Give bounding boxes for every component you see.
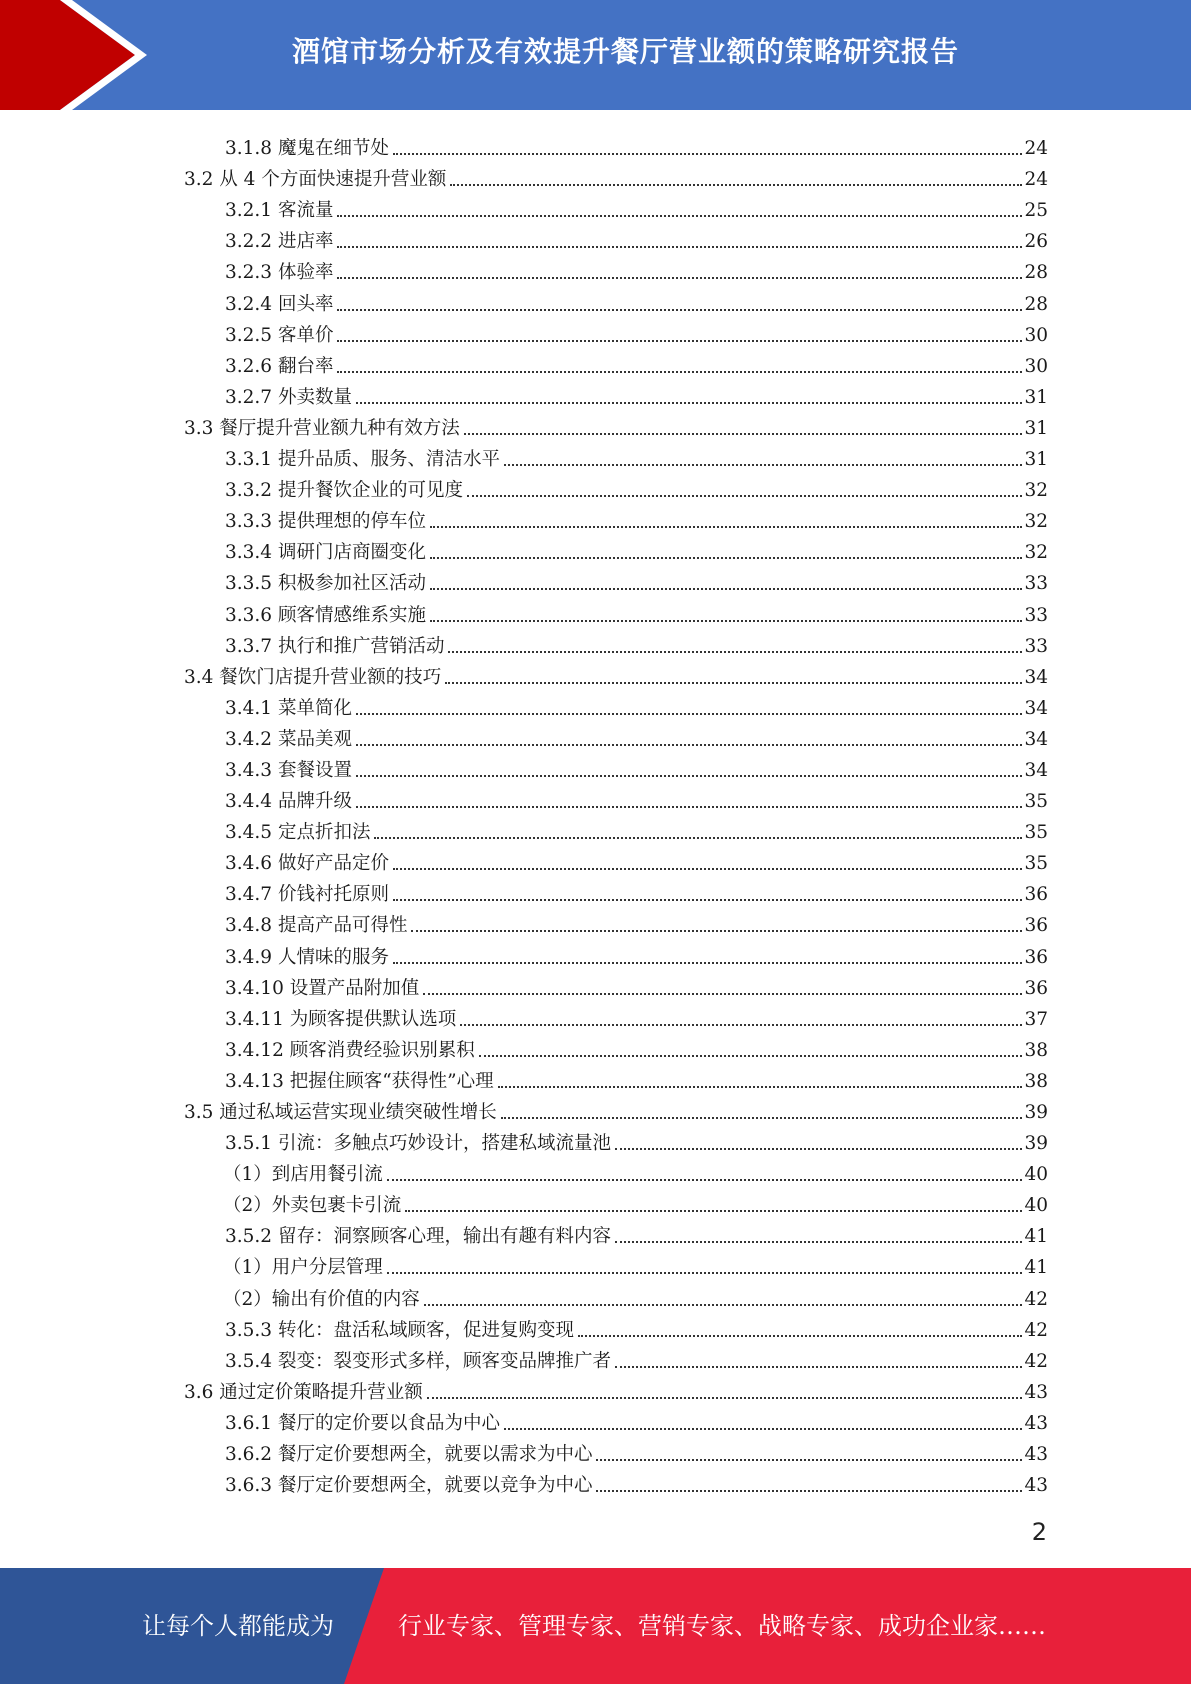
toc-dot-leader (393, 962, 1022, 964)
toc-entry[interactable] (184, 472, 1048, 503)
toc-entry[interactable] (184, 130, 1048, 161)
toc-entry[interactable] (184, 752, 1048, 783)
toc-entry-label: （2）输出有价值的内容 (223, 1288, 420, 1310)
toc-entry-label: 3.2.3 体验率 (225, 262, 334, 284)
toc-entry-label: 3.2.5 客单价 (225, 324, 334, 346)
toc-entry-label: 3.4.10 设置产品附加值 (225, 977, 420, 999)
toc-entry[interactable] (184, 1187, 1048, 1218)
toc-dot-leader (393, 153, 1022, 155)
toc-dot-leader (393, 868, 1022, 870)
toc-entry-label: 3.5.1 引流：多触点巧妙设计，搭建私域流量池 (225, 1133, 611, 1155)
toc-entry-label: 3.2.6 翻台率 (225, 355, 334, 377)
header-banner (0, 0, 1191, 110)
toc-dot-leader (337, 215, 1022, 217)
toc-entry-label: 3.4.11 为顾客提供默认选项 (225, 1008, 457, 1030)
toc-entry-page: 36 (1024, 915, 1048, 937)
toc-entry[interactable] (184, 161, 1048, 192)
toc-entry[interactable] (184, 1032, 1048, 1063)
toc-entry-page: 37 (1024, 1008, 1048, 1030)
toc-entry-page: 36 (1024, 977, 1048, 999)
toc-entry-label: 3.3.6 顾客情感维系实施 (225, 604, 426, 626)
toc-entry[interactable] (184, 659, 1048, 690)
toc-dot-leader (427, 1397, 1023, 1399)
toc-entry[interactable] (184, 1218, 1048, 1249)
toc-entry-page: 30 (1024, 324, 1048, 346)
toc-entry-page: 28 (1024, 293, 1048, 315)
toc-entry-page: 35 (1024, 853, 1048, 875)
toc-dot-leader (337, 309, 1022, 311)
toc-entry-page: 24 (1024, 138, 1048, 160)
toc-entry[interactable] (184, 1343, 1048, 1374)
toc-dot-leader (460, 1024, 1022, 1026)
toc-dot-leader (467, 495, 1022, 497)
toc-entry-label: 3.2.7 外卖数量 (225, 386, 352, 408)
toc-entry[interactable] (184, 348, 1048, 379)
toc-dot-leader (337, 246, 1022, 248)
toc-dot-leader (430, 557, 1022, 559)
toc-entry-label: 3.3.1 提升品质、服务、清洁水平 (225, 449, 500, 471)
toc-entry-label: 3.6.1 餐厅的定价要以食品为中心 (225, 1412, 500, 1434)
toc-entry-page: 43 (1024, 1475, 1048, 1497)
toc-entry-page: 31 (1024, 417, 1048, 439)
toc-entry-label: 3.6.2 餐厅定价要想两全，就要以需求为中心 (225, 1444, 593, 1466)
toc-entry[interactable] (184, 845, 1048, 876)
toc-dot-leader (393, 899, 1022, 901)
toc-dot-leader (430, 526, 1022, 528)
toc-dot-leader (464, 433, 1023, 435)
toc-entry-label: 3.6.3 餐厅定价要想两全，就要以竞争为中心 (225, 1475, 593, 1497)
toc-entry-page: 40 (1024, 1164, 1048, 1186)
toc-entry[interactable] (184, 565, 1048, 596)
toc-entry-page: 34 (1024, 697, 1048, 719)
toc-entry[interactable] (184, 876, 1048, 907)
toc-entry-label: 3.2.1 客流量 (225, 200, 334, 222)
toc-entry[interactable] (184, 223, 1048, 254)
toc-entry[interactable] (184, 192, 1048, 223)
toc-entry-page: 28 (1024, 262, 1048, 284)
toc-dot-leader (430, 620, 1022, 622)
toc-entry[interactable] (184, 1063, 1048, 1094)
toc-entry-page: 42 (1024, 1350, 1048, 1372)
toc-entry[interactable] (184, 783, 1048, 814)
toc-entry[interactable] (184, 254, 1048, 285)
toc-entry-label: 3.4.7 价钱衬托原则 (225, 884, 389, 906)
toc-dot-leader (337, 371, 1022, 373)
toc-entry-page: 30 (1024, 355, 1048, 377)
toc-entry-label: 3.4.3 套餐设置 (225, 759, 352, 781)
toc-entry-page: 26 (1024, 231, 1048, 253)
toc-entry[interactable] (184, 907, 1048, 938)
footer-slogan-left: 让每个人都能成为 (142, 1612, 334, 1640)
toc-entry-page: 43 (1024, 1381, 1048, 1403)
toc-entry-page: 25 (1024, 200, 1048, 222)
toc-dot-leader (504, 464, 1022, 466)
toc-entry[interactable] (184, 721, 1048, 752)
toc-entry-page: 36 (1024, 884, 1048, 906)
toc-entry-page: 40 (1024, 1195, 1048, 1217)
toc-entry[interactable] (184, 1405, 1048, 1436)
toc-entry[interactable] (184, 317, 1048, 348)
toc-dot-leader (596, 1459, 1022, 1461)
toc-entry-page: 41 (1024, 1257, 1048, 1279)
toc-entry-page: 43 (1024, 1412, 1048, 1434)
toc-entry[interactable] (184, 628, 1048, 659)
toc-entry-page: 35 (1024, 822, 1048, 844)
toc-entry-label: 3.3.2 提升餐饮企业的可见度 (225, 480, 463, 502)
toc-entry-page: 42 (1024, 1319, 1048, 1341)
toc-entry[interactable] (184, 503, 1048, 534)
toc-entry[interactable] (184, 690, 1048, 721)
toc-entry-label: （1）用户分层管理 (223, 1257, 383, 1279)
toc-entry[interactable] (184, 1094, 1048, 1125)
toc-entry-label: （2）外卖包裹卡引流 (223, 1195, 402, 1217)
toc-dot-leader (405, 1210, 1022, 1212)
toc-entry[interactable] (184, 596, 1048, 627)
toc-entry-label: 3.4 餐饮门店提升营业额的技巧 (184, 666, 442, 688)
toc-entry-label: 3.5.3 转化：盘活私域顾客，促进复购变现 (225, 1319, 574, 1341)
toc-entry-page: 35 (1024, 791, 1048, 813)
toc-dot-leader (356, 402, 1023, 404)
toc-entry[interactable] (184, 1374, 1048, 1405)
toc-dot-leader (387, 1272, 1023, 1274)
toc-entry-page: 39 (1024, 1133, 1048, 1155)
toc-entry-page: 39 (1024, 1102, 1048, 1123)
toc-entry[interactable] (184, 1436, 1048, 1467)
toc-dot-leader (501, 1117, 1023, 1119)
toc-entry[interactable] (184, 970, 1048, 1001)
toc-dot-leader (615, 1241, 1022, 1243)
toc-entry-label: 3.1.8 魔鬼在细节处 (225, 138, 389, 160)
toc-dot-leader (504, 1428, 1022, 1430)
toc-dot-leader (445, 682, 1022, 684)
toc-entry[interactable] (184, 1249, 1048, 1280)
toc-dot-leader (448, 651, 1022, 653)
table-of-contents (184, 130, 1048, 1498)
toc-entry[interactable] (184, 814, 1048, 845)
toc-dot-leader (498, 1086, 1023, 1088)
toc-entry[interactable] (184, 379, 1048, 410)
toc-entry-label: 3.4.12 顾客消费经验识别累积 (225, 1039, 475, 1061)
toc-entry[interactable] (184, 1280, 1048, 1311)
toc-dot-leader (356, 713, 1023, 715)
toc-entry-page: 43 (1024, 1444, 1048, 1466)
toc-entry-label: 3.4.5 定点折扣法 (225, 822, 371, 844)
toc-entry[interactable] (184, 534, 1048, 565)
toc-entry-label: 3.4.6 做好产品定价 (225, 853, 389, 875)
toc-entry-page: 31 (1024, 449, 1048, 471)
toc-entry-label: 3.6 通过定价策略提升营业额 (184, 1381, 423, 1403)
toc-dot-leader (596, 1490, 1022, 1492)
toc-entry[interactable] (184, 441, 1048, 472)
toc-entry-page: 31 (1024, 386, 1048, 408)
toc-entry-label: 3.2 从 4 个方面快速提升营业额 (184, 169, 447, 191)
toc-entry-label: 3.4.8 提高产品可得性 (225, 915, 408, 937)
toc-entry-label: 3.2.4 回头率 (225, 293, 334, 315)
toc-dot-leader (337, 277, 1022, 279)
toc-entry[interactable] (184, 1467, 1048, 1498)
toc-dot-leader (423, 993, 1022, 995)
toc-entry-page: 32 (1024, 480, 1048, 502)
toc-dot-leader (374, 837, 1022, 839)
toc-dot-leader (356, 806, 1023, 808)
toc-dot-leader (430, 588, 1022, 590)
toc-dot-leader (615, 1148, 1022, 1150)
toc-dot-leader (615, 1366, 1022, 1368)
toc-entry[interactable] (184, 1156, 1048, 1187)
footer-slogan-right: 行业专家、管理专家、营销专家、战略专家、成功企业家…… (398, 1612, 1046, 1640)
toc-entry-page: 32 (1024, 542, 1048, 564)
toc-entry-label: 3.4.13 把握住顾客“获得性”心理 (225, 1070, 494, 1092)
toc-entry-label: 3.4.4 品牌升级 (225, 791, 352, 813)
document-title: 酒馆市场分析及有效提升餐厅营业额的策略研究报告 (291, 35, 959, 68)
toc-entry-page: 33 (1024, 573, 1048, 595)
toc-entry[interactable] (184, 410, 1048, 441)
toc-entry-label: 3.2.2 进店率 (225, 231, 334, 253)
toc-dot-leader (337, 340, 1022, 342)
toc-dot-leader (450, 184, 1022, 186)
toc-entry-page: 24 (1024, 169, 1048, 191)
footer-banner (0, 1568, 1191, 1684)
toc-entry-label: 3.5.4 裂变：裂变形式多样，顾客变品牌推广者 (225, 1350, 611, 1372)
toc-entry-label: 3.3.3 提供理想的停车位 (225, 511, 426, 533)
toc-entry[interactable] (184, 285, 1048, 316)
toc-entry-page: 38 (1024, 1070, 1048, 1092)
toc-entry-label: 3.3.4 调研门店商圈变化 (225, 542, 426, 564)
toc-entry-page: 33 (1024, 604, 1048, 626)
toc-entry-page: 38 (1024, 1039, 1048, 1061)
toc-entry-label: 3.5.2 留存：洞察顾客心理，输出有趣有料内容 (225, 1226, 611, 1248)
toc-dot-leader (356, 775, 1023, 777)
toc-entry[interactable] (184, 938, 1048, 969)
toc-dot-leader (424, 1304, 1023, 1306)
toc-entry-label: 3.5 通过私域运营实现业绩突破性增长 (184, 1102, 497, 1123)
toc-entry-page: 41 (1024, 1226, 1048, 1248)
toc-entry-page: 33 (1024, 635, 1048, 657)
toc-entry-page: 36 (1024, 946, 1048, 968)
toc-dot-leader (578, 1335, 1022, 1337)
toc-entry[interactable] (184, 1125, 1048, 1156)
toc-entry-label: 3.3 餐厅提升营业额九种有效方法 (184, 417, 460, 439)
toc-dot-leader (479, 1055, 1023, 1057)
toc-entry-label: 3.4.1 菜单简化 (225, 697, 352, 719)
toc-entry-page: 34 (1024, 666, 1048, 688)
toc-entry-label: 3.4.9 人情味的服务 (225, 946, 389, 968)
toc-entry-label: 3.3.7 执行和推广营销活动 (225, 635, 445, 657)
toc-entry-page: 34 (1024, 759, 1048, 781)
page-number: 2 (1031, 1518, 1047, 1546)
toc-entry-label: 3.4.2 菜品美观 (225, 728, 352, 750)
toc-entry-page: 34 (1024, 728, 1048, 750)
toc-entry-label: （1）到店用餐引流 (223, 1164, 383, 1186)
toc-dot-leader (356, 744, 1023, 746)
toc-entry[interactable] (184, 1312, 1048, 1343)
toc-entry-page: 42 (1024, 1288, 1048, 1310)
toc-dot-leader (411, 930, 1022, 932)
toc-entry-label: 3.3.5 积极参加社区活动 (225, 573, 426, 595)
toc-dot-leader (387, 1179, 1023, 1181)
toc-entry[interactable] (184, 1001, 1048, 1032)
toc-entry-page: 32 (1024, 511, 1048, 533)
